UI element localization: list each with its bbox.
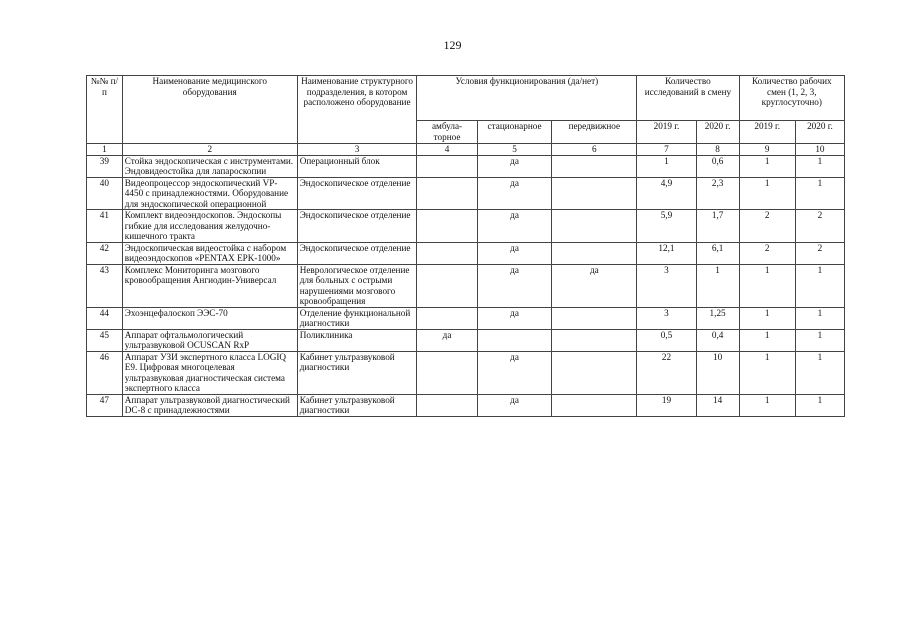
mobile-cell	[552, 242, 637, 264]
table-row	[87, 242, 845, 264]
stationary-cell: да	[477, 394, 552, 416]
equipment-name: Стойка эндоскопическая с инструментами. Эндовидеостойка для лапароскопии	[122, 155, 297, 177]
equipment-name: Аппарат ультразвуковой диагностический DC-8 с принадлежностями	[122, 394, 297, 416]
mobile-cell	[552, 177, 637, 210]
unit-name: Отделение функциональной диагностики	[297, 307, 417, 329]
column-number: 9	[739, 144, 795, 156]
row-number: 46	[87, 351, 123, 394]
column-number-row	[87, 144, 845, 156]
count-2019-cell: 0,5	[637, 329, 696, 351]
header-count: Количество исследований в смену	[637, 76, 739, 121]
shifts-2020-cell: 1	[795, 177, 844, 210]
equipment-name: Комплекс Мониторинга мозгового кровообращения Ангиодин-Универсал	[122, 264, 297, 307]
count-2019-cell: 3	[637, 264, 696, 307]
equipment-name: Аппарат офтальмологический ультразвуковой OCUSCAN RxP	[122, 329, 297, 351]
count-2020-cell: 1,25	[696, 307, 739, 329]
unit-name: Кабинет ультразвуковой диагностики	[297, 351, 417, 394]
ambulatory-cell	[417, 210, 477, 243]
unit-name: Неврологическое отделение для больных с острыми нарушениями мозгового кровообращения	[297, 264, 417, 307]
count-2019-cell: 4,9	[637, 177, 696, 210]
count-2020-cell: 1,7	[696, 210, 739, 243]
mobile-cell	[552, 351, 637, 394]
shifts-2020-cell: 2	[795, 210, 844, 243]
column-number: 7	[637, 144, 696, 156]
ambulatory-cell	[417, 177, 477, 210]
ambulatory-cell	[417, 155, 477, 177]
column-number: 5	[477, 144, 552, 156]
row-number: 47	[87, 394, 123, 416]
equipment-name: Видеопроцессор эндоскопический VP-4450 с принадлежностями. Оборудование для эндоскопической операционной	[122, 177, 297, 210]
stationary-cell: да	[477, 351, 552, 394]
count-2019-cell: 19	[637, 394, 696, 416]
header-stationary: стационарное	[477, 121, 552, 144]
count-2019-cell: 22	[637, 351, 696, 394]
shifts-2020-cell: 1	[795, 329, 844, 351]
stationary-cell: да	[477, 155, 552, 177]
header-shifts: Количество рабочих смен (1, 2, 3, круглосуточно)	[739, 76, 844, 121]
shifts-2020-cell: 1	[795, 155, 844, 177]
shifts-2019-cell: 2	[739, 210, 795, 243]
shifts-2020-cell: 1	[795, 264, 844, 307]
column-number: 6	[552, 144, 637, 156]
stationary-cell: да	[477, 264, 552, 307]
mobile-cell	[552, 155, 637, 177]
mobile-cell	[552, 307, 637, 329]
column-number: 2	[122, 144, 297, 156]
count-2020-cell: 1	[696, 264, 739, 307]
shifts-2019-cell: 1	[739, 329, 795, 351]
equipment-table	[86, 75, 845, 417]
header-conditions: Условия функционирования (да/нет)	[417, 76, 637, 121]
header-ambulatory: амбула-торное	[417, 121, 477, 144]
row-number: 42	[87, 242, 123, 264]
equipment-name: Аппарат УЗИ экспертного класса LOGIQ E9. Цифровая многоцелевая ультразвуковая диагностическая система экспертного класса	[122, 351, 297, 394]
ambulatory-cell	[417, 394, 477, 416]
equipment-name: Эндоскопическая видеостойка с набором видеоэндоскопов «PENTAX EPK-1000»	[122, 242, 297, 264]
shifts-2020-cell: 2	[795, 242, 844, 264]
ambulatory-cell: да	[417, 329, 477, 351]
stationary-cell: да	[477, 242, 552, 264]
unit-name: Операционный блок	[297, 155, 417, 177]
mobile-cell	[552, 210, 637, 243]
equipment-name: Комплект видеоэндоскопов. Эндоскопы гибкие для исследования желудочно-кишечного тракта	[122, 210, 297, 243]
stationary-cell	[477, 329, 552, 351]
table-row	[87, 394, 845, 416]
shifts-2019-cell: 1	[739, 394, 795, 416]
row-number: 41	[87, 210, 123, 243]
count-2019-cell: 3	[637, 307, 696, 329]
ambulatory-cell	[417, 242, 477, 264]
row-number: 45	[87, 329, 123, 351]
header-unit: Наименование структурного подразделения, в котором расположено оборудование	[297, 76, 417, 144]
header-shifts-2019: 2019 г.	[739, 121, 795, 144]
count-2020-cell: 2,3	[696, 177, 739, 210]
mobile-cell	[552, 394, 637, 416]
shifts-2020-cell: 1	[795, 394, 844, 416]
shifts-2020-cell: 1	[795, 307, 844, 329]
shifts-2020-cell: 1	[795, 351, 844, 394]
column-number: 3	[297, 144, 417, 156]
ambulatory-cell	[417, 307, 477, 329]
unit-name: Кабинет ультразвуковой диагностики	[297, 394, 417, 416]
table-row	[87, 155, 845, 177]
unit-name: Эндоскопическое отделение	[297, 242, 417, 264]
count-2020-cell: 0,6	[696, 155, 739, 177]
header-count-2019: 2019 г.	[637, 121, 696, 144]
column-number: 8	[696, 144, 739, 156]
row-number: 40	[87, 177, 123, 210]
header-mobile: передвижное	[552, 121, 637, 144]
count-2019-cell: 12,1	[637, 242, 696, 264]
unit-name: Поликлиника	[297, 329, 417, 351]
table-row	[87, 351, 845, 394]
shifts-2019-cell: 2	[739, 242, 795, 264]
ambulatory-cell	[417, 351, 477, 394]
mobile-cell	[552, 329, 637, 351]
row-number: 44	[87, 307, 123, 329]
page-number: 129	[443, 38, 462, 52]
count-2019-cell: 1	[637, 155, 696, 177]
column-number: 4	[417, 144, 477, 156]
equipment-name: Эхоэнцефалоскоп ЭЭС-70	[122, 307, 297, 329]
table-row	[87, 264, 845, 307]
count-2020-cell: 10	[696, 351, 739, 394]
table-row	[87, 177, 845, 210]
shifts-2019-cell: 1	[739, 177, 795, 210]
stationary-cell: да	[477, 307, 552, 329]
header-count-2020: 2020 г.	[696, 121, 739, 144]
shifts-2019-cell: 1	[739, 155, 795, 177]
table-row	[87, 307, 845, 329]
count-2020-cell: 6,1	[696, 242, 739, 264]
column-number: 1	[87, 144, 123, 156]
table-row	[87, 210, 845, 243]
ambulatory-cell	[417, 264, 477, 307]
shifts-2019-cell: 1	[739, 351, 795, 394]
stationary-cell: да	[477, 210, 552, 243]
column-number: 10	[795, 144, 844, 156]
mobile-cell: да	[552, 264, 637, 307]
header-equipment: Наименование медицинского оборудования	[122, 76, 297, 144]
stationary-cell: да	[477, 177, 552, 210]
header-shifts-2020: 2020 г.	[795, 121, 844, 144]
count-2020-cell: 0,4	[696, 329, 739, 351]
count-2019-cell: 5,9	[637, 210, 696, 243]
table-row	[87, 329, 845, 351]
header-num: №№ п/п	[87, 76, 123, 144]
row-number: 43	[87, 264, 123, 307]
row-number: 39	[87, 155, 123, 177]
unit-name: Эндоскопическое отделение	[297, 177, 417, 210]
unit-name: Эндоскопическое отделение	[297, 210, 417, 243]
shifts-2019-cell: 1	[739, 307, 795, 329]
count-2020-cell: 14	[696, 394, 739, 416]
shifts-2019-cell: 1	[739, 264, 795, 307]
